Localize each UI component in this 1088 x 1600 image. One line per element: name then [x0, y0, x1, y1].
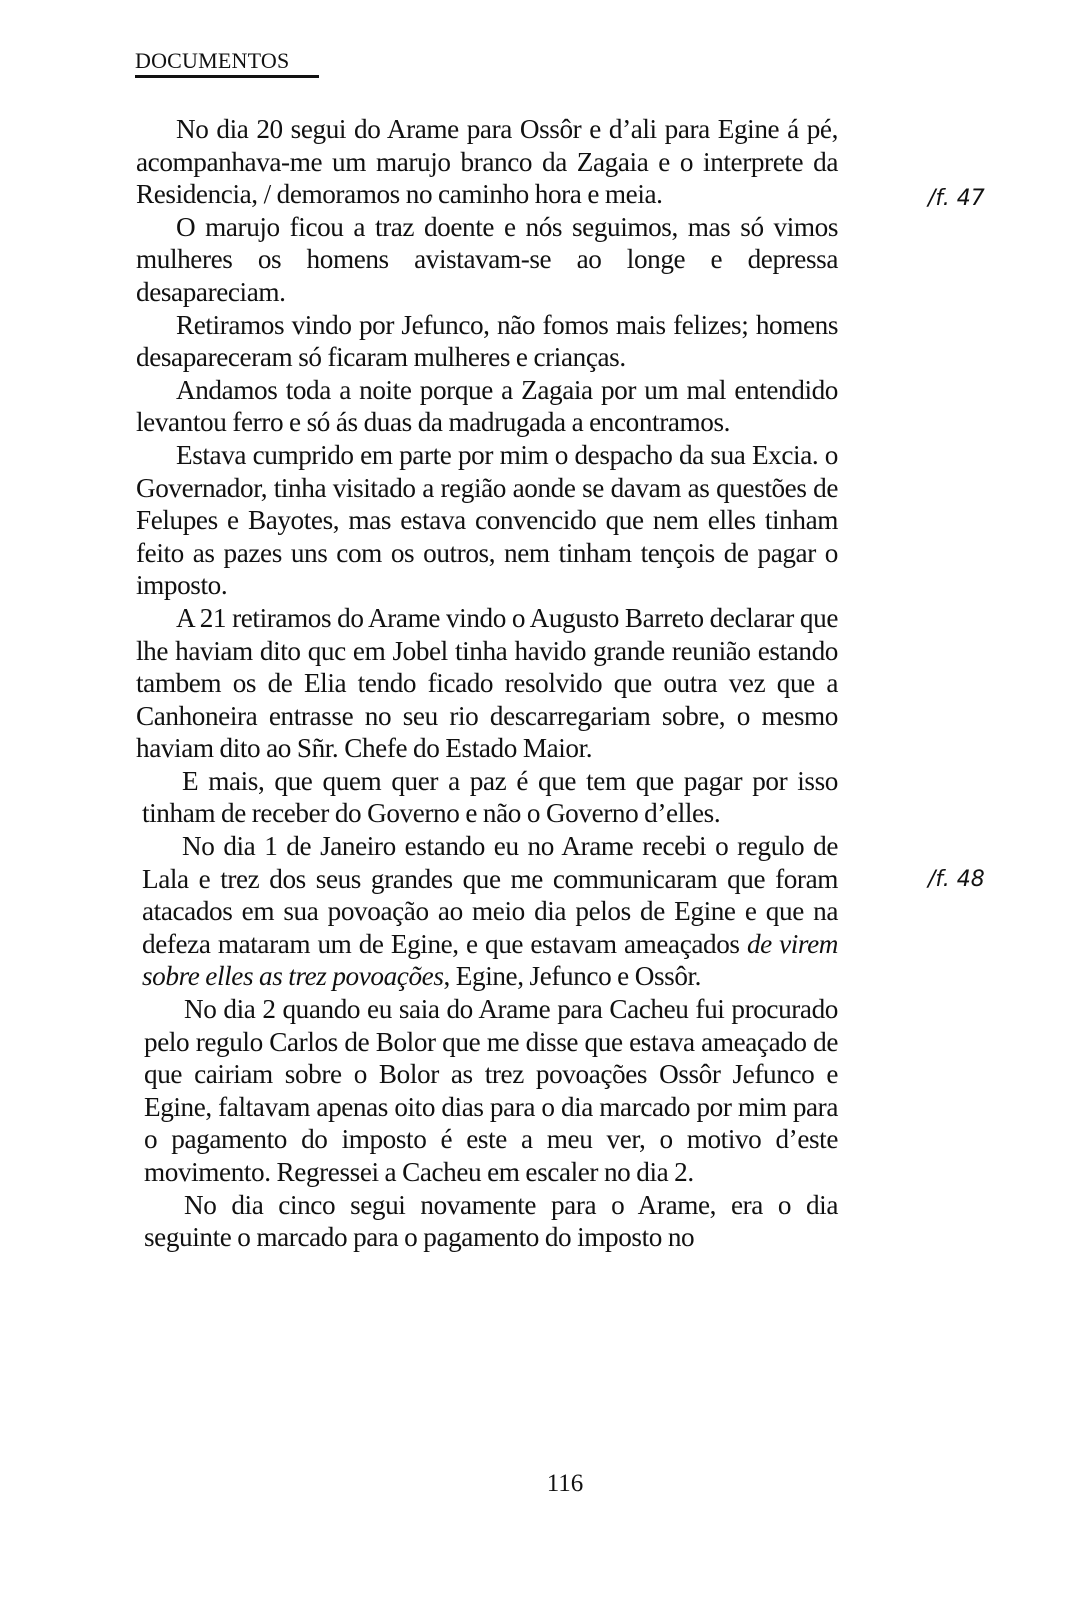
page-number: 116: [546, 1470, 584, 1497]
paragraph: Retiramos vindo por Jefunco, não fomos mais felizes; homens desapareceram só ficaram mulheres e crianças.: [136, 309, 838, 373]
paragraph: No dia 2 quando eu saia do Arame para Cacheu fui procurado pelo regulo Carlos de Bolor que me disse que estava ameaçado de que cairiam sobre o Bolor as trez povoações Ossôr Jefunco e Egine, faltavam apenas oito dias para o dia marcado por mim para o pagamento do imposto é este a meu ver, o motivo d’este movimento. Regressei a Cacheu em escaler no dia 2.: [144, 994, 838, 1187]
header-underline: [135, 75, 319, 78]
folio-marker-48: /f. 48: [928, 867, 985, 892]
folio-marker-47: /f. 47: [928, 186, 985, 211]
italic-emphasis: de virem sobre elles as trez povoações: [142, 928, 839, 992]
paragraph: [136, 830, 838, 993]
paragraph: No dia cinco segui novamente para o Arame, era o dia seguinte o marcado para o pagamento do imposto no: [144, 1189, 838, 1253]
section-header: DOCUMENTOS: [135, 48, 290, 73]
paragraph-text: No dia 1 de Janeiro estando eu no Arame recebi o regulo de Lala e trez dos seus grandes que me communicaram que foram atacados em sua povoação ao meio dia pelos de Egine e que na defeza mataram um de Egine, e que estavam ameaçados: [142, 831, 838, 959]
paragraph: E mais, que quem quer a paz é que tem que pagar por isso tinham de receber do Governo e não o Governo d’elles.: [142, 765, 838, 829]
paragraph: O marujo ficou a traz doente e nós seguimos, mas só vimos mulheres os homens avistavam-se ao longe e depressa desapareciam.: [136, 211, 838, 307]
paragraph: A 21 retiramos do Arame vindo o Augusto Barreto declarar que lhe haviam dito quc em Jobel tinha havido grande reunião estando tambem os de Elia tendo ficado resolvido que outra vez que a Canhoneira entrasse no seu rio descarregariam sobre, o mesmo haviam dito ao Sñr. Chefe do Estado Maior.: [136, 602, 838, 764]
paragraph: Estava cumprido em parte por mim o despacho da sua Excia. o Governador, tinha visitado a região aonde se davam as questões de Felupes e Bayotes, mas estava convencido que nem elles tinham feito as pazes uns com os outros, nem tinham tençois de pagar o imposto.: [136, 439, 838, 601]
document-body: [136, 113, 838, 1254]
paragraph: Andamos toda a noite porque a Zagaia por um mal entendido levantou ferro e só ás duas da madrugada a encontramos.: [136, 374, 838, 438]
paragraph-text: , Egine, Jefunco e Ossôr.: [443, 961, 702, 992]
paragraph: No dia 20 segui do Arame para Ossôr e d’ali para Egine á pé, acompanhava-me um marujo branco da Zagaia e o interprete da Residencia, / demoramos no caminho hora e meia.: [136, 114, 838, 210]
